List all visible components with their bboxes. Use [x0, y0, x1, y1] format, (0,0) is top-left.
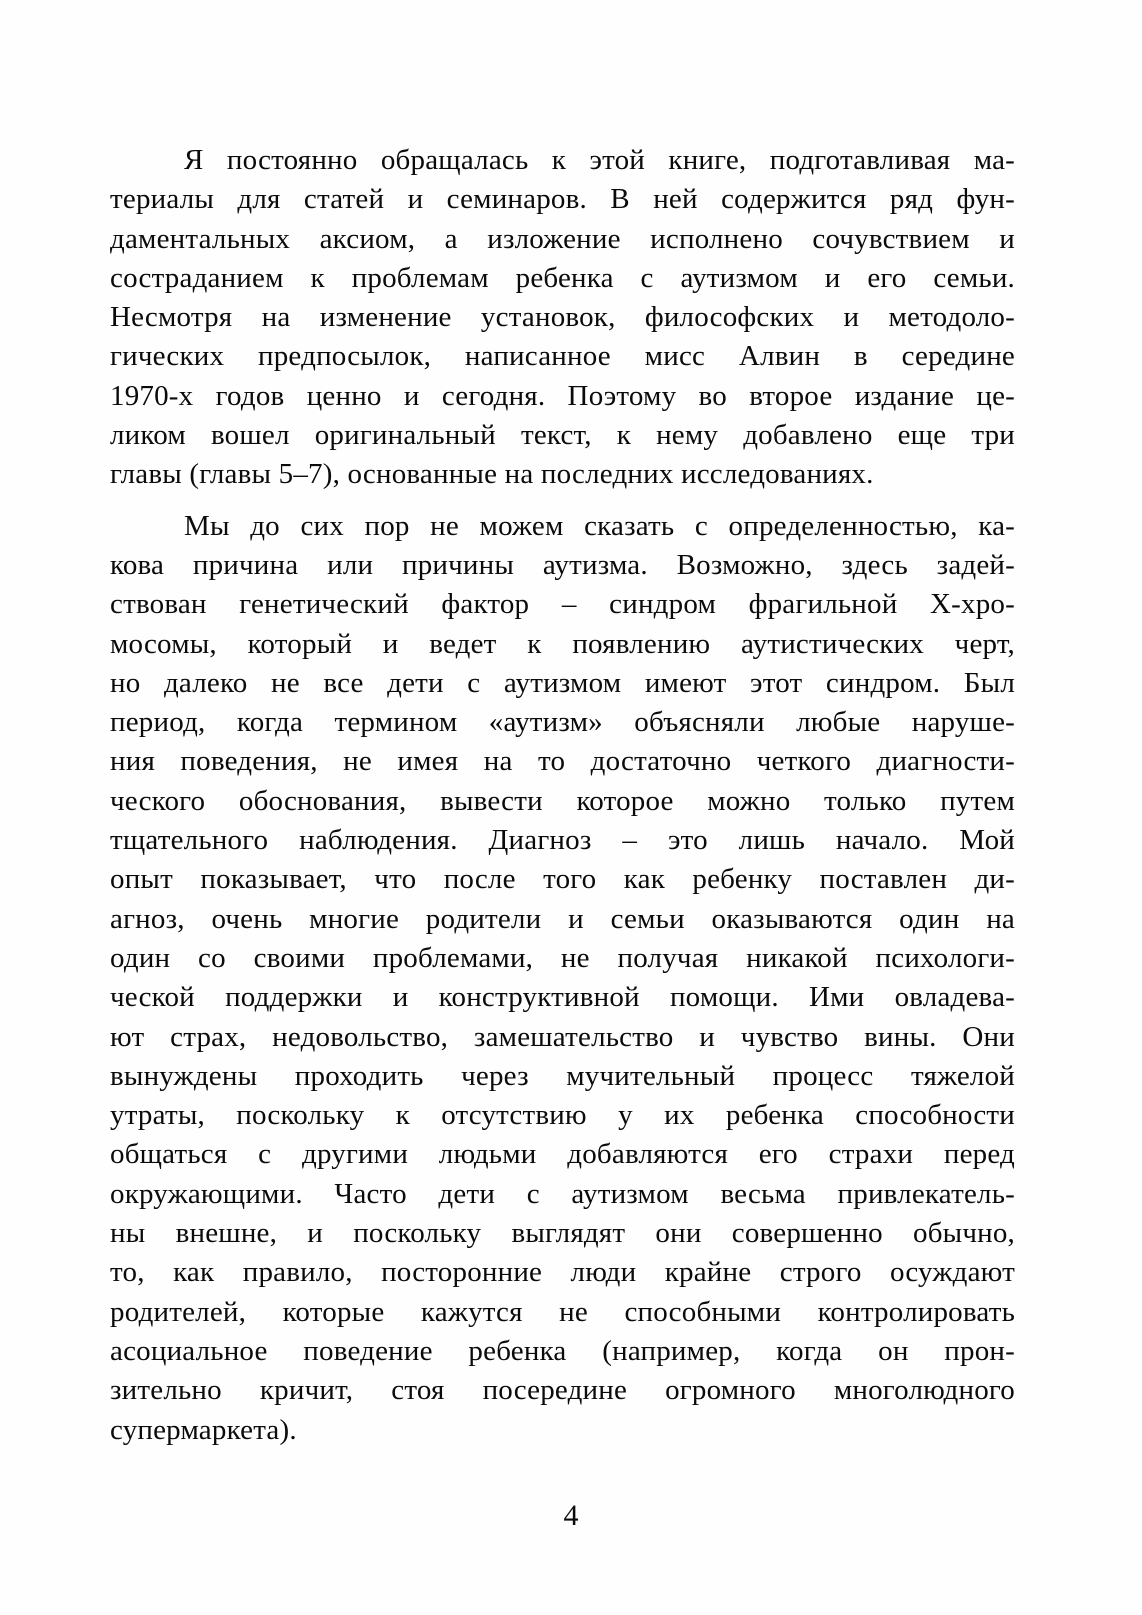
- text-line: Я постоянно обращалась к этой книге, подготавливая ма-: [184, 144, 1015, 176]
- text-line: ния поведения, не имея на то достаточно четкого диагности-: [110, 745, 1015, 778]
- text-line: ликом вошел оригинальный текст, к нему добавлено еще три: [110, 419, 1015, 452]
- page-number: 4: [563, 1499, 579, 1532]
- text-line: окружающими. Часто дети с аутизмом весьма привлекатель-: [110, 1177, 1015, 1210]
- text-line: общаться с другими людьми добавляются его страхи перед: [110, 1138, 1015, 1171]
- text-line: даментальных аксиом, а изложение исполнено сочувствием и: [110, 222, 1015, 255]
- text-line: состраданием к проблемам ребенка с аутизмом и его семьи.: [110, 261, 1015, 294]
- text-line: териалы для статей и семинаров. В ней содержится ряд фун-: [110, 183, 1015, 216]
- text-line: период, когда термином «аутизм» объясняли любые наруше-: [110, 706, 1015, 739]
- text-line: кова причина или причины аутизма. Возможно, здесь задей-: [110, 548, 1015, 581]
- text-line: 1970-х годов ценно и сегодня. Поэтому во второе издание це-: [110, 379, 1015, 412]
- text-line: родителей, которые кажутся не способными контролировать: [110, 1295, 1015, 1328]
- text-line: утраты, поскольку к отсутствию у их ребенка способности: [110, 1099, 1015, 1132]
- text-line: вынуждены проходить через мучительный процесс тяжелой: [110, 1059, 1015, 1092]
- text-line: Несмотря на изменение установок, философских и методоло-: [110, 301, 1015, 334]
- text-line: гических предпосылок, написанное мисс Алвин в середине: [110, 340, 1015, 373]
- text-line: ческого обоснования, вывести которое можно только путем: [110, 784, 1015, 817]
- text-line: ны внешне, и поскольку выглядят они совершенно обычно,: [110, 1217, 1015, 1250]
- text-line: асоциальное поведение ребенка (например, когда он прон-: [110, 1334, 1015, 1367]
- text-line: ческой поддержки и конструктивной помощи. Ими овладева-: [110, 981, 1015, 1014]
- text-line: Мы до сих пор не можем сказать с определенностью, ка-: [184, 509, 1015, 542]
- text-line: опыт показывает, что после того как ребенку поставлен ди-: [110, 863, 1015, 896]
- text-block: [110, 141, 1015, 1450]
- text-line: супермаркета).: [110, 1413, 297, 1446]
- text-line: один со своими проблемами, не получая никакой психологи-: [110, 941, 1015, 974]
- text-line: ствован генетический фактор – синдром фрагильной Х-хро-: [110, 588, 1015, 621]
- text-line: но далеко не все дети с аутизмом имеют этот синдром. Был: [110, 666, 1015, 699]
- text-line: тщательного наблюдения. Диагноз – это лишь начало. Мой: [110, 824, 1015, 857]
- text-line: ют страх, недовольство, замешательство и чувство вины. Они: [110, 1020, 1015, 1053]
- text-line: зительно кричит, стоя посередине огромного многолюдного: [110, 1374, 1015, 1407]
- paragraph: [110, 141, 1015, 495]
- text-line: агноз, очень многие родители и семьи оказываются один на: [110, 902, 1015, 935]
- paragraph: [110, 507, 1015, 1450]
- text-line: главы (главы 5–7), основанные на последних исследованиях.: [110, 458, 874, 491]
- text-line: то, как правило, посторонние люди крайне строго осуждают: [110, 1256, 1015, 1289]
- text-line: мосомы, который и ведет к появлению аутистических черт,: [110, 627, 1015, 660]
